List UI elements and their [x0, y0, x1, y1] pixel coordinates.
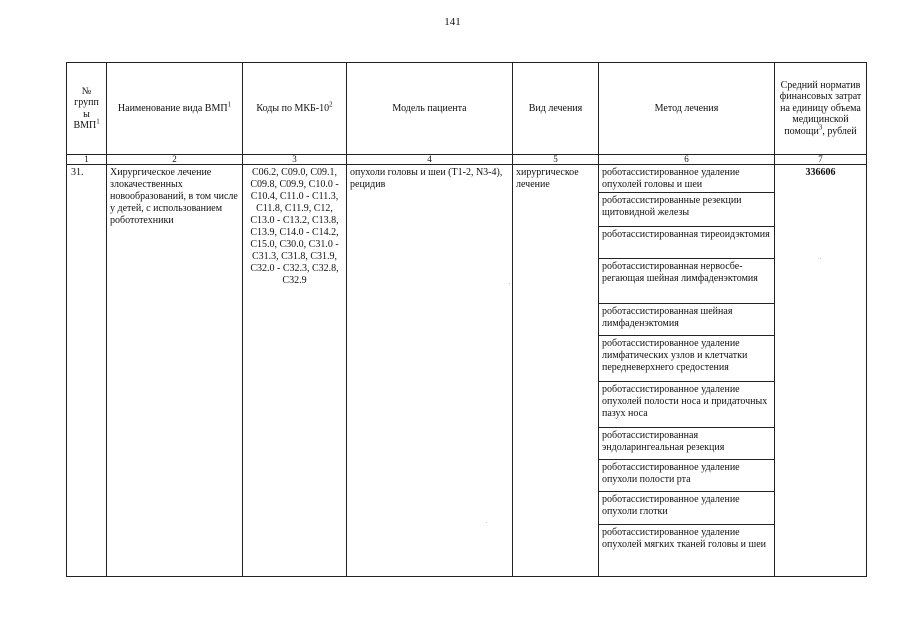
header-treatment-type: Вид лечения [513, 63, 599, 155]
method-item: роботассистированная нервосберегающая шейная лимфаденэктомия [599, 259, 774, 304]
header-row [67, 63, 867, 155]
method-item: роботассистированная эндоларингеальная резекция [599, 428, 774, 460]
method-item: роботассистированное удаление опухолей мягких тканей головы и шеи [602, 527, 767, 550]
avg-cost: 336606 [805, 167, 836, 178]
column-number: 5 [513, 155, 599, 165]
method-item: роботассистированное удаление опухолей головы и шеи [599, 165, 774, 193]
patient-model-cell [347, 165, 513, 577]
header-group-number: № групп ы ВМП$^1$ [67, 63, 107, 155]
method-item: роботассистированное удаление опухоли глотки [599, 492, 774, 525]
patient-model: опухоли головы и шеи (T1-2, N3-4), рецидив [350, 167, 503, 190]
header-avg-cost: Средний норматив финансовых затрат на единицу объема медицинской помощи$^3$, рублей [775, 63, 867, 155]
icd-codes: C06.2, C09.0, C09.1, C09.8, C09.9, C10.0 - C10.4, C11.0 - C11.3, C11.8, C11.9, C12, C13.0 - C13.2, C13.8, C13.9, C14.0 - C14.2, C15.0, C30.0, C31.0 - C31.3, C31.8, C31.9, C32.0 - C32.3, C32.8, C32.9 [250, 167, 339, 286]
scan-speck [486, 522, 487, 523]
treatment-type: хирургическое лечение [516, 167, 579, 190]
method-item: роботассистированное удаление лимфатических узлов и клетчатки передневерхнего средостения [599, 336, 774, 382]
header-icd-codes: Коды по МКБ-$10^2$ [243, 63, 347, 155]
method-item: роботассистированное удаление опухолей полости носа и придаточных пазух носа [599, 382, 774, 428]
column-number: 1 [67, 155, 107, 165]
treatment-methods-list [599, 165, 774, 576]
column-number: 6 [599, 155, 775, 165]
method-item: роботассистированные резекции щитовидной железы [599, 193, 774, 227]
vmp-name-cell [107, 165, 243, 577]
scan-speck [509, 283, 510, 284]
header-patient-model: Модель пациента [347, 63, 513, 155]
icd-codes-cell [243, 165, 347, 577]
method-item: роботассистированная тиреоидэктомия [599, 227, 774, 259]
treatment-methods-cell [599, 165, 775, 577]
group-number-cell [67, 165, 107, 577]
column-number: 3 [243, 155, 347, 165]
vmp-name: Хирургическое лечение злокачественных новообразований, в том числе у детей, с использованием робототехники [110, 167, 238, 226]
method-item: роботассистированная шейная лимфаденэктомия [599, 304, 774, 336]
group-number: 31. [71, 167, 84, 178]
column-number: 7 [775, 155, 867, 165]
treatment-type-cell [513, 165, 599, 577]
avg-cost-cell [775, 165, 867, 577]
column-number: 4 [347, 155, 513, 165]
method-item: роботассистированное удаление опухоли полости рта [599, 460, 774, 492]
column-number-row [67, 155, 867, 165]
vmp-table [66, 62, 867, 577]
scan-speck [820, 258, 821, 259]
table-row [67, 165, 867, 577]
header-treatment-method: Метод лечения [599, 63, 775, 155]
page-number: 141 [444, 16, 461, 28]
header-vmp-name: Наименование вида ВМП$^1$ [107, 63, 243, 155]
column-number: 2 [107, 155, 243, 165]
